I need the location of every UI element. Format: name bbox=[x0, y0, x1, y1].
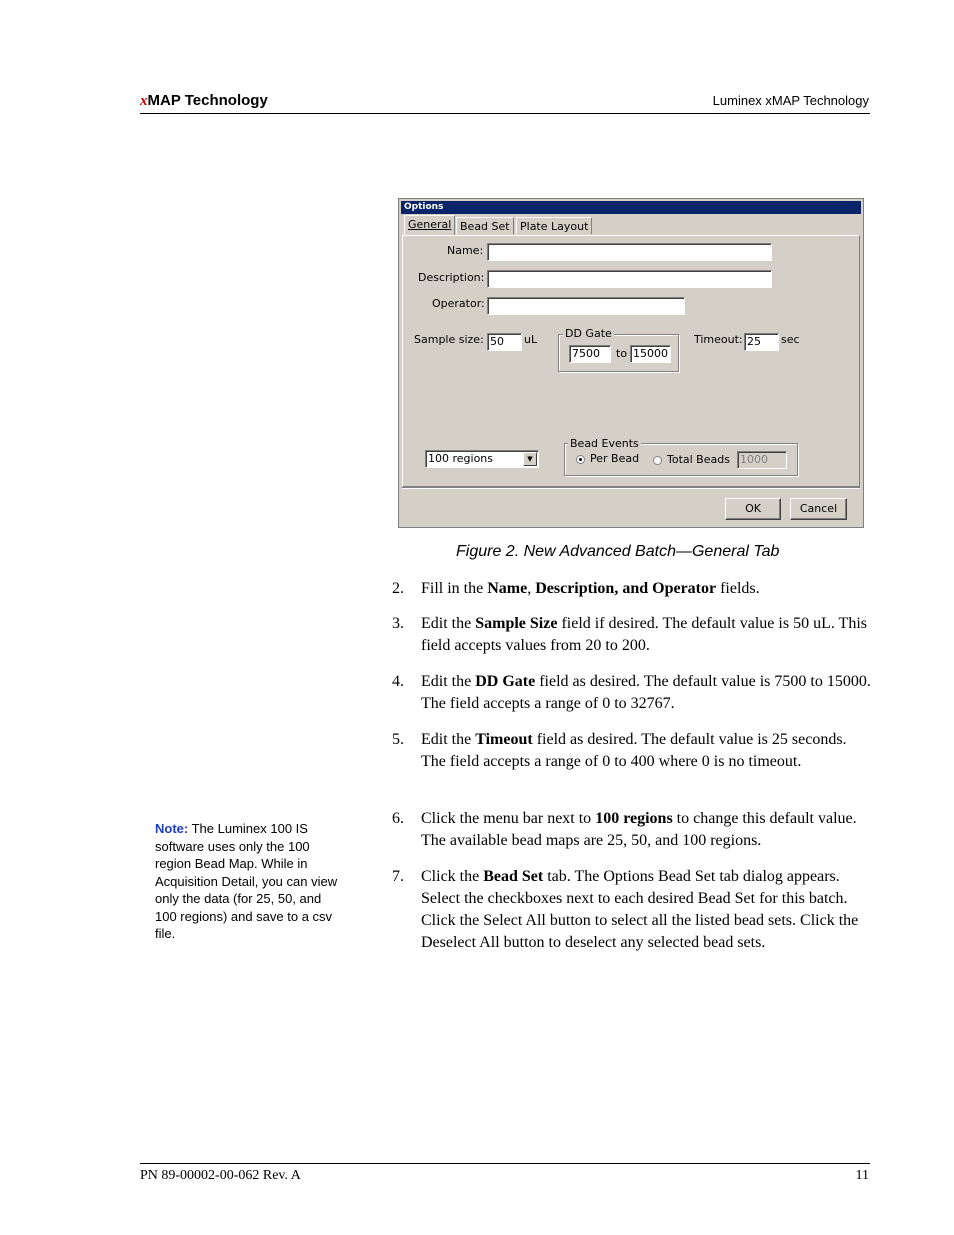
ok-button[interactable]: OK bbox=[725, 498, 781, 520]
timeout-label: Timeout: bbox=[694, 333, 743, 346]
name-label: Name: bbox=[447, 244, 484, 257]
dd-gate-to-field[interactable]: 15000 bbox=[630, 345, 671, 363]
per-bead-label: Per Bead bbox=[590, 452, 640, 465]
page-number: 11 bbox=[855, 1168, 869, 1183]
dialog-separator bbox=[402, 487, 860, 489]
options-dialog bbox=[398, 198, 864, 528]
total-beads-field[interactable]: 1000 bbox=[737, 451, 787, 469]
list-item: 6. Click the menu bar next to 100 regions to change this default value. The available bead maps are 25, 50, and 100 regions. bbox=[392, 810, 857, 849]
header-title: xMAP Technology bbox=[140, 92, 268, 109]
sample-size-unit: uL bbox=[524, 333, 538, 346]
tab-plate-layout[interactable]: Plate Layout bbox=[516, 217, 592, 234]
sample-size-label: Sample size: bbox=[414, 333, 484, 346]
timeout-field[interactable]: 25 bbox=[744, 333, 779, 351]
dd-gate-from-field[interactable]: 7500 bbox=[569, 345, 611, 363]
bead-events-title: Bead Events bbox=[570, 437, 639, 450]
total-beads-radio[interactable] bbox=[653, 456, 662, 465]
operator-field[interactable] bbox=[487, 297, 685, 315]
header-rule bbox=[140, 113, 870, 114]
sample-size-field[interactable]: 50 bbox=[487, 333, 522, 351]
list-item: 5. Edit the Timeout field as desired. The default value is 25 seconds. The field accepts a range of 0 to 400 where 0 is no timeout. bbox=[392, 731, 847, 770]
total-beads-label: Total Beads bbox=[667, 453, 730, 466]
dd-gate-title: DD Gate bbox=[565, 327, 612, 340]
chevron-down-icon[interactable]: ▼ bbox=[523, 452, 537, 466]
list-item: 3. Edit the Sample Size field if desired. The default value is 50 uL. This field accepts values from 20 to 200. bbox=[392, 615, 867, 654]
regions-selected: 100 regions bbox=[428, 452, 494, 465]
description-label: Description: bbox=[418, 271, 485, 284]
part-number: PN 89-00002-00-062 Rev. A bbox=[140, 1168, 301, 1183]
list-item: 2. Fill in the Name, Description, and Operator fields. bbox=[392, 580, 760, 597]
tab-bead-set[interactable]: Bead Set bbox=[456, 217, 514, 234]
side-note: Note: The Luminex 100 IS software uses only the 100 region Bead Map. While in Acquisition Detail, you can view only the data (for 25, 50, and 100 regions) and save to a csv file. bbox=[155, 821, 338, 941]
cancel-button[interactable]: Cancel bbox=[790, 498, 847, 520]
list-item: 7. Click the Bead Set tab. The Options Bead Set tab dialog appears. Select the checkboxes next to each desired Bead Set for this batch. Click the Select All button to select all the listed bead sets. Click the Deselect All button to deselect any selected bead sets. bbox=[392, 868, 859, 951]
regions-dropdown[interactable] bbox=[425, 450, 539, 468]
description-field[interactable] bbox=[487, 270, 772, 288]
tab-general[interactable]: General bbox=[404, 215, 455, 235]
timeout-unit: sec bbox=[781, 333, 800, 346]
figure-caption: Figure 2. New Advanced Batch—General Tab bbox=[456, 543, 780, 560]
dd-gate-to-label: to bbox=[616, 347, 628, 360]
dialog-titlebar: Options bbox=[401, 201, 861, 214]
footer-rule bbox=[140, 1163, 870, 1164]
list-item: 4. Edit the DD Gate field as desired. The default value is 7500 to 15000. The field accepts a range of 0 to 32767. bbox=[392, 673, 871, 712]
operator-label: Operator: bbox=[432, 297, 485, 310]
header-running-title: Luminex xMAP Technology bbox=[712, 93, 869, 108]
per-bead-radio[interactable] bbox=[576, 455, 585, 464]
name-field[interactable] bbox=[487, 243, 772, 261]
